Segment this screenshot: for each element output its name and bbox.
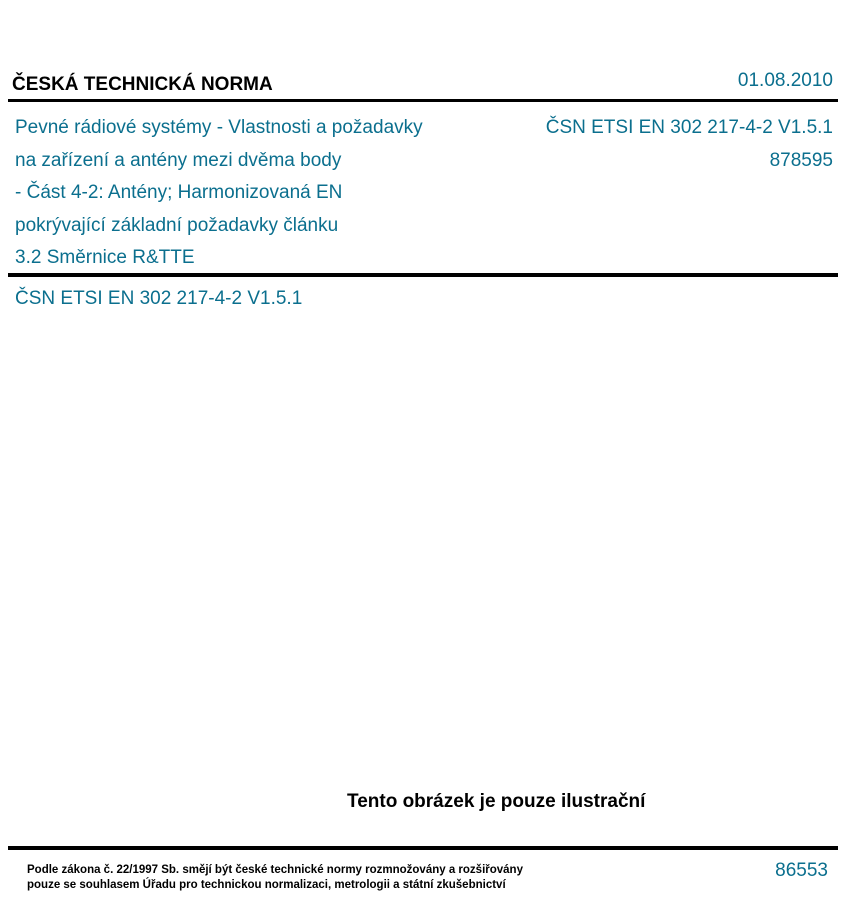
copyright-notice bbox=[27, 863, 523, 893]
standard-title bbox=[15, 112, 495, 275]
standard-title-line: - Část 4-2: Antény; Harmonizovaná EN bbox=[15, 182, 343, 203]
header-divider bbox=[8, 99, 838, 102]
standard-title-line: pokrývající základní požadavky článku bbox=[15, 214, 339, 236]
standard-title-line: Pevné rádiové systémy - Vlastnosti a požadavky bbox=[15, 117, 423, 138]
footer-divider bbox=[8, 846, 838, 850]
copyright-notice-line: Podle zákona č. 22/1997 Sb. smějí být české technické normy rozmnožovány a rozšiřovány bbox=[27, 864, 523, 876]
document-id: 86553 bbox=[775, 860, 828, 881]
standard-identifier bbox=[546, 112, 833, 177]
standard-number: ČSN ETSI EN 302 217-4-2 V1.5.1 bbox=[545, 117, 833, 138]
publication-date: 01.08.2010 bbox=[737, 70, 833, 91]
standard-title-line: 3.2 Směrnice R&TTE bbox=[15, 247, 195, 268]
catalog-number: 878595 bbox=[769, 149, 833, 171]
standard-title-line: na zařízení a antény mezi dvěma body bbox=[15, 149, 342, 171]
copyright-notice-line: pouze se souhlasem Úřadu pro technickou normalizaci, metrologii a státní zkušebnictví bbox=[27, 879, 506, 891]
title-divider bbox=[8, 273, 838, 277]
document-header-title: ČESKÁ TECHNICKÁ NORMA bbox=[12, 74, 273, 95]
illustration-notice: Tento obrázek je pouze ilustrační bbox=[347, 791, 646, 812]
standard-number-repeat: ČSN ETSI EN 302 217-4-2 V1.5.1 bbox=[15, 288, 303, 309]
